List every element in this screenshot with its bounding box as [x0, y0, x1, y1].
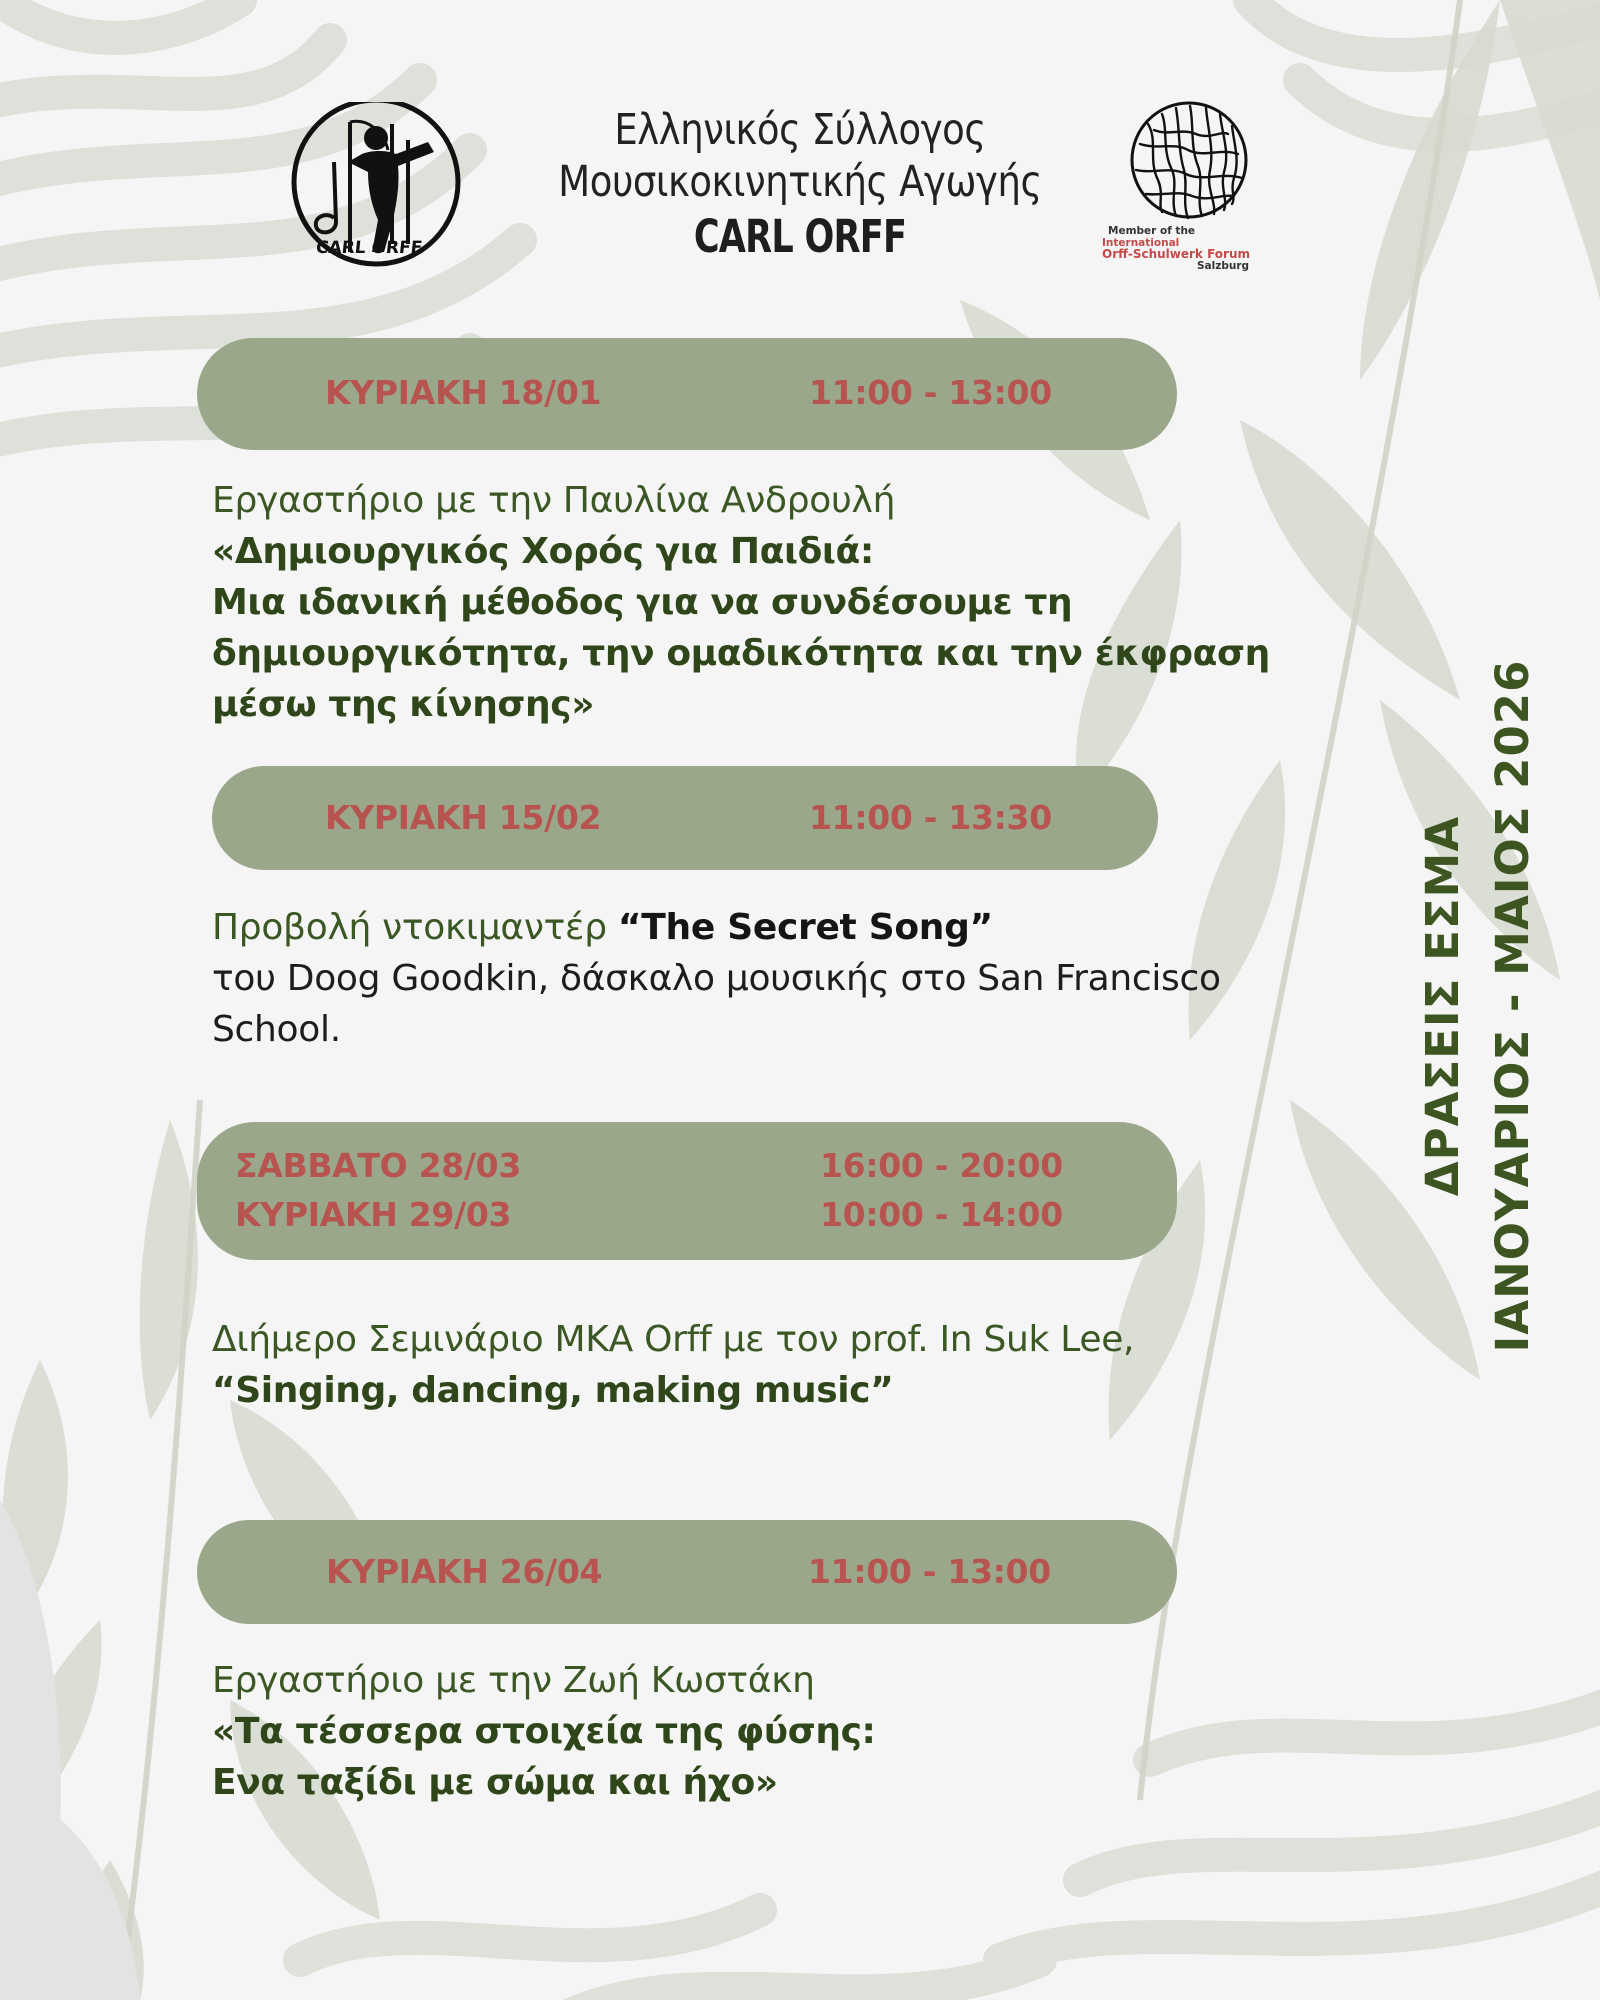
- forum-line1: Member of the: [1108, 225, 1196, 237]
- event-2-film-title: “The Secret Song”: [617, 907, 993, 948]
- event-4-date-pill: [197, 1520, 1177, 1624]
- season-title-line2: ΙΑΝΟΥΑΡΙΟΣ - ΜΑΙΟΣ 2026: [1486, 659, 1539, 1353]
- event-2-date: ΚΥΡΙΑΚΗ 15/02: [325, 798, 602, 837]
- event-1-lead: Εργαστήριο με την Παυλίνα Ανδρουλή: [212, 480, 896, 521]
- event-2-description: [212, 902, 1221, 1055]
- event-3-date-line1: ΣΑΒΒΑΤΟ 28/03: [235, 1146, 521, 1185]
- season-title: [1408, 646, 1558, 1366]
- event-1-date-pill: [197, 338, 1177, 450]
- event-3-description: [212, 1314, 1134, 1416]
- event-3-time-line2: 10:00 - 14:00: [820, 1195, 1063, 1234]
- event-1-description: [212, 475, 1270, 730]
- event-4-title-line2: Ενα ταξίδι με σώμα και ήχο»: [212, 1762, 778, 1803]
- org-name-line1: Ελληνικός Σύλλογος: [614, 105, 986, 155]
- event-1-title-line1: «Δημιουργικός Χορός για Παιδιά:: [212, 531, 874, 572]
- event-3-date-pill: [197, 1122, 1177, 1260]
- forum-line2: International: [1102, 236, 1180, 249]
- event-2-date-pill: [212, 766, 1158, 870]
- event-2-lead-line: [212, 902, 1221, 953]
- event-4-title-line1: «Τα τέσσερα στοιχεία της φύσης:: [212, 1711, 876, 1752]
- org-name-line3: CARL ORFF: [693, 210, 907, 263]
- event-3-time-line1: 16:00 - 20:00: [820, 1146, 1063, 1185]
- event-4-date: ΚΥΡΙΑΚΗ 26/04: [326, 1552, 603, 1591]
- event-1-time: 11:00 - 13:00: [809, 373, 1052, 412]
- event-4-lead: Εργαστήριο με την Ζωή Κωστάκη: [212, 1660, 815, 1701]
- organization-name: [500, 104, 1100, 266]
- forum-membership-text: [1100, 226, 1300, 272]
- event-3-lead: Διήμερο Σεμινάριο ΜΚΑ Orff με τον prof. In Suk Lee,: [212, 1319, 1135, 1360]
- event-2-detail-line1: του Doog Goodkin, δάσκαλο μουσικής στο San Francisco: [212, 958, 1221, 999]
- event-1-title-line2: Μια ιδανική μέθοδος για να συνδέσουμε τη: [212, 582, 1073, 623]
- event-3-date-line2: ΚΥΡΙΑΚΗ 29/03: [235, 1195, 512, 1234]
- event-2-detail-line2: School.: [212, 1009, 341, 1050]
- season-title-line1: ΔΡΑΣΕΙΣ ΕΣΜΑ: [1416, 815, 1469, 1197]
- org-name-line2: Μουσικοκινητικής Αγωγής: [558, 157, 1042, 207]
- event-1-title-line4: μέσω της κίνησης»: [212, 684, 595, 725]
- forum-line3: Orff-Schulwerk Forum: [1102, 247, 1250, 261]
- event-1-date: ΚΥΡΙΑΚΗ 18/01: [325, 373, 602, 412]
- event-2-time: 11:00 - 13:30: [809, 798, 1052, 837]
- orff-forum-tree-logo: [1118, 100, 1260, 220]
- event-4-description: [212, 1655, 876, 1808]
- event-4-time: 11:00 - 13:00: [808, 1552, 1051, 1591]
- carl-orff-logo-text: CARL ORFF: [314, 238, 424, 258]
- event-1-title-line3: δημιουργικότητα, την ομαδικότητα και την έκφραση: [212, 633, 1270, 674]
- forum-line4: Salzburg: [1197, 259, 1250, 272]
- event-2-lead: Προβολή ντοκιμαντέρ: [212, 907, 607, 948]
- event-3-title: “Singing, dancing, making music”: [212, 1370, 894, 1411]
